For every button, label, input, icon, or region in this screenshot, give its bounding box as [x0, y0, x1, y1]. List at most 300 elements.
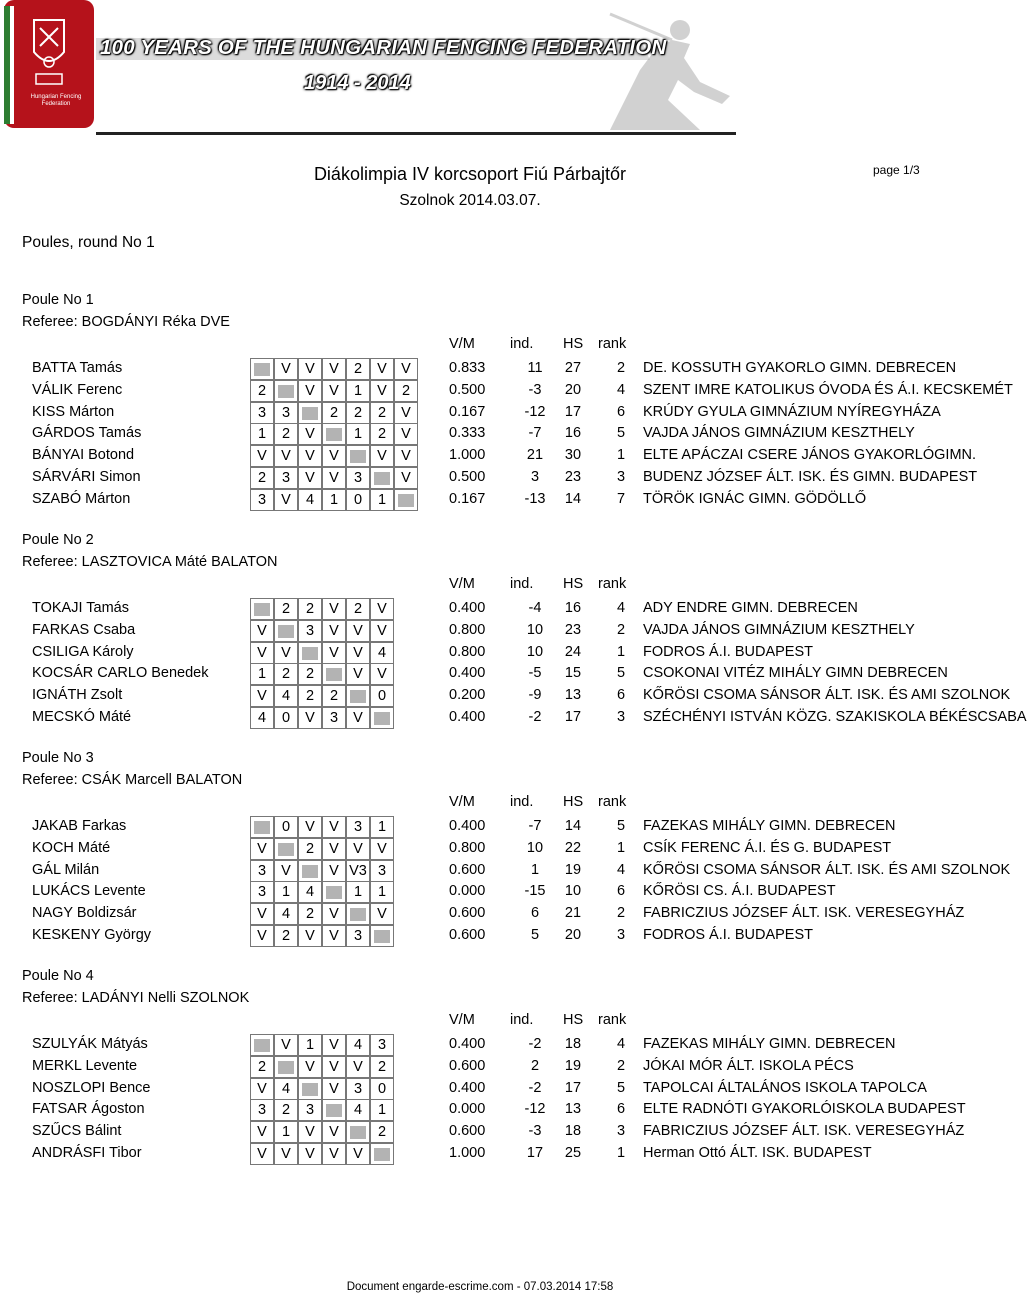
bout-result-cell: V — [274, 445, 298, 467]
bout-result-cell: 4 — [250, 707, 274, 729]
bout-result-cell: V — [346, 620, 370, 642]
bout-result-cell: V — [322, 598, 346, 620]
hits-scored: 17 — [564, 1079, 582, 1096]
rank: 6 — [616, 1101, 626, 1118]
bout-results-grid — [250, 598, 418, 620]
header-vm: V/M — [449, 794, 475, 810]
club-name: FABRICZIUS JÓZSEF ÁLT. ISK. VERESEGYHÁZ — [643, 1123, 965, 1140]
bout-results-grid — [250, 1099, 418, 1121]
bout-result-cell: 2 — [274, 1099, 298, 1121]
bout-results-grid — [250, 903, 418, 925]
victory-ratio: 0.500 — [449, 469, 486, 485]
bout-result-cell: 2 — [250, 1056, 274, 1078]
rank: 2 — [616, 905, 626, 922]
bout-result-cell: V — [274, 1143, 298, 1165]
indicator: -13 — [524, 490, 546, 507]
bout-result-cell: 0 — [274, 707, 298, 729]
victory-ratio: 0.200 — [449, 687, 486, 704]
bout-result-cell: V — [250, 685, 274, 707]
bout-result-cell: V — [322, 903, 346, 925]
bout-results-grid — [250, 423, 418, 445]
bout-result-cell: 1 — [274, 881, 298, 903]
indicator: 5 — [530, 927, 540, 943]
club-name: FODROS Á.I. BUDAPEST — [643, 927, 813, 943]
hits-scored: 22 — [564, 839, 582, 856]
indicator: -3 — [528, 381, 542, 398]
hits-scored: 25 — [564, 1145, 582, 1161]
rank: 4 — [616, 1036, 626, 1052]
self-bout-cell — [274, 380, 298, 402]
fencer-name: NAGY Boldizsár — [32, 905, 137, 922]
document-subtitle: Szolnok 2014.03.07. — [399, 192, 541, 209]
header-ind: ind. — [510, 1012, 534, 1028]
hits-scored: 20 — [564, 381, 582, 398]
self-bout-cell — [370, 467, 394, 489]
victory-ratio: 0.167 — [449, 403, 486, 420]
bout-result-cell: 0 — [346, 489, 370, 511]
fencer-row — [0, 402, 960, 424]
rank: 4 — [616, 600, 626, 616]
bout-result-cell: V — [394, 402, 418, 424]
bout-results-grid — [250, 620, 418, 642]
header-rank: rank — [598, 576, 627, 592]
bout-result-cell: V3 — [346, 860, 370, 882]
fencer-name: TOKAJI Tamás — [32, 600, 129, 616]
fencer-row — [0, 1121, 965, 1143]
victory-ratio: 0.600 — [449, 861, 486, 878]
hits-scored: 18 — [564, 1123, 582, 1140]
fencer-row — [0, 663, 960, 685]
bout-result-cell: V — [298, 445, 322, 467]
fencer-row — [0, 881, 960, 903]
indicator: -15 — [524, 883, 546, 900]
victory-ratio: 0.600 — [449, 905, 486, 922]
bout-result-cell: V — [298, 1056, 322, 1078]
bout-results-grid — [250, 816, 418, 838]
club-name: Herman Ottó ÁLT. ISK. BUDAPEST — [643, 1145, 872, 1161]
bout-results-grid — [250, 489, 418, 511]
club-name: CSÍK FERENC Á.I. ÉS G. BUDAPEST — [643, 839, 892, 856]
hits-scored: 23 — [564, 469, 582, 485]
victory-ratio: 0.167 — [449, 490, 486, 507]
self-bout-cell — [274, 838, 298, 860]
bout-results-grid — [250, 1121, 418, 1143]
fencer-row — [0, 1143, 960, 1165]
bout-result-cell: 0 — [274, 816, 298, 838]
bout-result-cell: 3 — [346, 467, 370, 489]
club-name: VAJDA JÁNOS GIMNÁZIUM KESZTHELY — [643, 425, 915, 442]
bout-result-cell: 1 — [274, 1121, 298, 1143]
fencer-name: ANDRÁSFI Tibor — [32, 1145, 142, 1161]
bout-result-cell: 2 — [370, 423, 394, 445]
club-name: ELTE RADNÓTI GYAKORLÓISKOLA BUDAPEST — [643, 1101, 966, 1118]
page-number: page 1/3 — [873, 163, 920, 177]
self-bout-cell — [370, 925, 394, 947]
victory-ratio: 0.400 — [449, 1036, 486, 1052]
hits-scored: 17 — [564, 709, 582, 725]
bout-result-cell: 1 — [250, 663, 274, 685]
bout-result-cell: V — [322, 1056, 346, 1078]
fencer-name: NOSZLOPI Bence — [32, 1079, 151, 1096]
bout-result-cell: V — [346, 663, 370, 685]
bout-result-cell: V — [250, 642, 274, 664]
bout-results-grid — [250, 380, 418, 402]
bout-result-cell: 4 — [346, 1034, 370, 1056]
header-vm: V/M — [449, 576, 475, 592]
bout-result-cell: V — [274, 1034, 298, 1056]
bout-results-grid — [250, 1078, 418, 1100]
bout-results-grid — [250, 707, 418, 729]
self-bout-cell — [250, 816, 274, 838]
club-name: FAZEKAS MIHÁLY GIMN. DEBRECEN — [643, 818, 896, 834]
indicator: -12 — [524, 1101, 546, 1118]
bout-result-cell: V — [274, 642, 298, 664]
bout-results-grid — [250, 663, 418, 685]
document-title: Diákolimpia IV korcsoport Fiú Párbajtőr — [313, 164, 627, 184]
header-ind: ind. — [510, 576, 534, 592]
fencer-name: FARKAS Csaba — [32, 621, 136, 638]
bout-result-cell: 3 — [322, 707, 346, 729]
header-hs: HS — [563, 1012, 584, 1028]
rank: 3 — [616, 927, 626, 943]
poule-title: Poule No 2 — [22, 532, 94, 548]
bout-result-cell: 2 — [274, 598, 298, 620]
rank: 5 — [616, 818, 626, 834]
header-ind: ind. — [510, 336, 534, 352]
indicator: -7 — [528, 818, 542, 834]
bout-result-cell: 1 — [322, 489, 346, 511]
bout-results-grid — [250, 467, 418, 489]
fencer-row — [0, 358, 960, 380]
self-bout-cell — [346, 903, 370, 925]
fencer-name: KOCSÁR CARLO Benedek — [32, 665, 209, 682]
federation-emblem-icon — [4, 0, 94, 128]
bout-result-cell: 2 — [298, 663, 322, 685]
bout-result-cell: 2 — [250, 380, 274, 402]
fencer-row — [0, 598, 960, 620]
bout-result-cell: 2 — [346, 598, 370, 620]
indicator: 1 — [530, 861, 540, 878]
hits-scored: 14 — [564, 490, 582, 507]
indicator: 10 — [526, 643, 544, 660]
indicator: 3 — [530, 469, 540, 485]
victory-ratio: 0.800 — [449, 839, 486, 856]
bout-result-cell: 3 — [370, 1034, 394, 1056]
bout-result-cell: V — [370, 663, 394, 685]
bout-results-grid — [250, 642, 418, 664]
bout-result-cell: V — [298, 358, 322, 380]
fencer-row — [0, 1099, 966, 1121]
victory-ratio: 0.400 — [449, 1079, 486, 1096]
header-hs: HS — [563, 576, 584, 592]
poule-referee: Referee: LASZTOVICA Máté BALATON — [22, 554, 278, 570]
bout-result-cell: 3 — [370, 860, 394, 882]
victory-ratio: 0.800 — [449, 621, 486, 638]
fencer-row — [0, 816, 960, 838]
fencer-row — [0, 467, 978, 489]
hits-scored: 20 — [564, 927, 582, 943]
bout-result-cell: 2 — [322, 402, 346, 424]
bout-results-grid — [250, 1056, 418, 1078]
bout-result-cell: 1 — [346, 380, 370, 402]
poule-title: Poule No 4 — [22, 968, 94, 984]
bout-result-cell: V — [322, 860, 346, 882]
club-name: ELTE APÁCZAI CSERE JÁNOS GYAKORLÓGIMN. — [643, 447, 977, 464]
club-name: BUDENZ JÓZSEF ÁLT. ISK. ÉS GIMN. BUDAPEST — [643, 469, 978, 485]
fencer-name: SZŰCS Bálint — [32, 1123, 122, 1140]
bout-result-cell: V — [394, 467, 418, 489]
bout-result-cell: 1 — [346, 423, 370, 445]
club-name: ADY ENDRE GIMN. DEBRECEN — [643, 600, 858, 616]
club-name: KŐRÖSI CS. Á.I. BUDAPEST — [643, 883, 836, 900]
self-bout-cell — [250, 598, 274, 620]
self-bout-cell — [346, 445, 370, 467]
indicator: -5 — [528, 665, 542, 682]
bout-result-cell: V — [346, 1056, 370, 1078]
bout-result-cell: 2 — [346, 358, 370, 380]
header-vm: V/M — [449, 336, 475, 352]
rank: 6 — [616, 403, 626, 420]
bout-result-cell: V — [322, 445, 346, 467]
bout-result-cell: 3 — [250, 881, 274, 903]
fencer-name: BATTA Tamás — [32, 360, 123, 376]
club-name: SZENT IMRE KATOLIKUS ÓVODA ÉS Á.I. KECSKEMÉT — [643, 381, 1013, 398]
self-bout-cell — [370, 707, 394, 729]
bout-result-cell: V — [370, 620, 394, 642]
document-footer: Document engarde-escrime.com - 07.03.2014 17:58 — [346, 1281, 614, 1293]
header-rank: rank — [598, 336, 627, 352]
bout-result-cell: V — [346, 838, 370, 860]
fencer-silhouette-icon — [610, 14, 730, 130]
bout-result-cell: V — [346, 1143, 370, 1165]
rank: 6 — [616, 883, 626, 900]
poule-referee: Referee: LADÁNYI Nelli SZOLNOK — [22, 990, 250, 1006]
hits-scored: 17 — [564, 403, 582, 420]
bout-results-grid — [250, 860, 418, 882]
bout-result-cell: 4 — [274, 903, 298, 925]
bout-result-cell: 3 — [250, 402, 274, 424]
bout-results-grid — [250, 1143, 418, 1165]
rank: 1 — [616, 1145, 626, 1161]
self-bout-cell — [298, 642, 322, 664]
club-name: JÓKAI MÓR ÁLT. ISKOLA PÉCS — [643, 1057, 854, 1074]
bout-result-cell: V — [298, 816, 322, 838]
bout-result-cell: V — [322, 358, 346, 380]
bout-result-cell: 2 — [394, 380, 418, 402]
bout-result-cell: 1 — [298, 1034, 322, 1056]
self-bout-cell — [322, 1099, 346, 1121]
victory-ratio: 0.400 — [449, 600, 486, 616]
rank: 3 — [616, 1123, 626, 1140]
bout-result-cell: V — [370, 358, 394, 380]
club-name: CSOKONAI VITÉZ MIHÁLY GIMN DEBRECEN — [643, 665, 948, 682]
round-title: Poules, round No 1 — [22, 234, 155, 251]
rank: 4 — [616, 861, 626, 878]
fencer-name: KOCH Máté — [32, 839, 111, 856]
self-bout-cell — [346, 685, 370, 707]
fencer-row — [0, 685, 1011, 707]
bout-result-cell: V — [250, 445, 274, 467]
fencer-row — [0, 445, 977, 467]
bout-results-grid — [250, 685, 418, 707]
club-name: KRÚDY GYULA GIMNÁZIUM NYÍREGYHÁZA — [643, 403, 941, 420]
bout-result-cell: V — [346, 642, 370, 664]
header-rank: rank — [598, 794, 627, 810]
header-ind: ind. — [510, 794, 534, 810]
hits-scored: 16 — [564, 425, 582, 442]
self-bout-cell — [298, 860, 322, 882]
banner-rule — [96, 132, 736, 135]
bout-result-cell: V — [322, 816, 346, 838]
bout-result-cell: 3 — [346, 925, 370, 947]
bout-result-cell: V — [370, 903, 394, 925]
victory-ratio: 0.500 — [449, 381, 486, 398]
indicator: 2 — [530, 1057, 540, 1074]
hits-scored: 14 — [564, 818, 582, 834]
poule-referee: Referee: BOGDÁNYI Réka DVE — [22, 314, 230, 330]
bout-result-cell: V — [250, 1121, 274, 1143]
header-hs: HS — [563, 336, 584, 352]
header-vm: V/M — [449, 1012, 475, 1028]
bout-result-cell: V — [322, 925, 346, 947]
fencer-row — [0, 1034, 960, 1056]
self-bout-cell — [346, 1121, 370, 1143]
fencer-name: KESKENY György — [32, 927, 152, 943]
fencer-name: LUKÁCS Levente — [32, 883, 146, 900]
victory-ratio: 0.400 — [449, 709, 486, 725]
bout-result-cell: V — [394, 358, 418, 380]
bout-result-cell: V — [322, 467, 346, 489]
fencer-row — [0, 860, 1011, 882]
victory-ratio: 0.000 — [449, 883, 486, 900]
fencer-name: VÁLIK Ferenc — [32, 381, 123, 398]
indicator: -2 — [528, 1036, 542, 1052]
hits-scored: 16 — [564, 600, 582, 616]
fencer-name: SZULYÁK Mátyás — [32, 1036, 148, 1052]
bout-result-cell: 4 — [274, 685, 298, 707]
bout-result-cell: 4 — [298, 489, 322, 511]
bout-result-cell: 1 — [346, 881, 370, 903]
bout-result-cell: 0 — [370, 685, 394, 707]
header-banner — [0, 0, 960, 140]
bout-results-grid — [250, 838, 418, 860]
bout-result-cell: V — [298, 707, 322, 729]
indicator: 10 — [526, 839, 544, 856]
poule-title: Poule No 1 — [22, 292, 94, 308]
bout-result-cell: V — [322, 1143, 346, 1165]
club-name: TÖRÖK IGNÁC GIMN. GÖDÖLLŐ — [643, 490, 867, 507]
fencer-name: GÁL Milán — [32, 861, 100, 878]
bout-result-cell: 2 — [298, 685, 322, 707]
indicator: -2 — [528, 1079, 542, 1096]
indicator: 11 — [527, 360, 543, 376]
rank: 1 — [616, 643, 626, 660]
fencer-row — [0, 925, 960, 947]
bout-result-cell: V — [274, 489, 298, 511]
bout-result-cell: V — [274, 860, 298, 882]
poule-title: Poule No 3 — [22, 750, 94, 766]
indicator: 6 — [530, 905, 540, 922]
indicator: -9 — [528, 687, 542, 704]
victory-ratio: 0.600 — [449, 1057, 486, 1074]
bout-result-cell: V — [298, 1121, 322, 1143]
bout-result-cell: 4 — [274, 1078, 298, 1100]
fencer-name: SÁRVÁRI Simon — [32, 469, 141, 485]
bout-result-cell: V — [346, 707, 370, 729]
hits-scored: 24 — [564, 643, 582, 660]
fencer-row — [0, 903, 965, 925]
hits-scored: 19 — [564, 861, 582, 878]
bout-result-cell: V — [298, 423, 322, 445]
fencer-name: CSILIGA Károly — [32, 643, 134, 660]
bout-result-cell: 3 — [274, 402, 298, 424]
bout-result-cell: V — [250, 925, 274, 947]
bout-result-cell: 4 — [298, 881, 322, 903]
victory-ratio: 0.833 — [449, 360, 486, 376]
victory-ratio: 0.600 — [449, 927, 486, 943]
indicator: -4 — [528, 600, 542, 616]
bout-result-cell: 4 — [346, 1099, 370, 1121]
bout-result-cell: 3 — [298, 1099, 322, 1121]
bout-result-cell: V — [322, 1078, 346, 1100]
hits-scored: 23 — [564, 621, 582, 638]
fencer-row — [0, 620, 960, 642]
club-name: FAZEKAS MIHÁLY GIMN. DEBRECEN — [643, 1036, 896, 1052]
self-bout-cell — [322, 423, 346, 445]
bout-results-grid — [250, 925, 418, 947]
rank: 5 — [616, 665, 626, 682]
victory-ratio: 1.000 — [449, 1145, 486, 1161]
indicator: -3 — [528, 1123, 542, 1140]
fencer-name: IGNÁTH Zsolt — [32, 687, 123, 704]
bout-result-cell: 2 — [298, 598, 322, 620]
bout-result-cell: 2 — [346, 402, 370, 424]
rank: 2 — [616, 621, 626, 638]
bout-result-cell: 2 — [322, 685, 346, 707]
bout-result-cell: 2 — [250, 467, 274, 489]
bout-result-cell: 3 — [346, 816, 370, 838]
self-bout-cell — [322, 881, 346, 903]
victory-ratio: 0.000 — [449, 1101, 486, 1118]
bout-result-cell: V — [370, 380, 394, 402]
hits-scored: 13 — [564, 1101, 582, 1118]
self-bout-cell — [298, 1078, 322, 1100]
fencer-name: KISS Márton — [32, 403, 115, 420]
indicator: 21 — [526, 447, 544, 464]
hits-scored: 19 — [564, 1057, 582, 1074]
rank: 1 — [616, 839, 626, 856]
club-name: VAJDA JÁNOS GIMNÁZIUM KESZTHELY — [643, 621, 915, 638]
bout-result-cell: 3 — [250, 1099, 274, 1121]
hits-scored: 21 — [564, 905, 582, 922]
self-bout-cell — [274, 620, 298, 642]
bout-result-cell: V — [298, 925, 322, 947]
rank: 3 — [616, 709, 626, 725]
self-bout-cell — [250, 1034, 274, 1056]
indicator: -7 — [528, 425, 542, 442]
bout-results-grid — [250, 402, 418, 424]
bout-result-cell: V — [394, 445, 418, 467]
bout-results-grid — [250, 445, 418, 467]
bout-results-grid — [250, 358, 418, 380]
header-hs: HS — [563, 794, 584, 810]
bout-result-cell: V — [298, 1143, 322, 1165]
bout-result-cell: V — [370, 598, 394, 620]
rank: 1 — [616, 447, 626, 464]
indicator: 17 — [526, 1145, 544, 1161]
fencer-name: MECSKÓ Máté — [32, 709, 132, 725]
fencer-row — [0, 642, 960, 664]
